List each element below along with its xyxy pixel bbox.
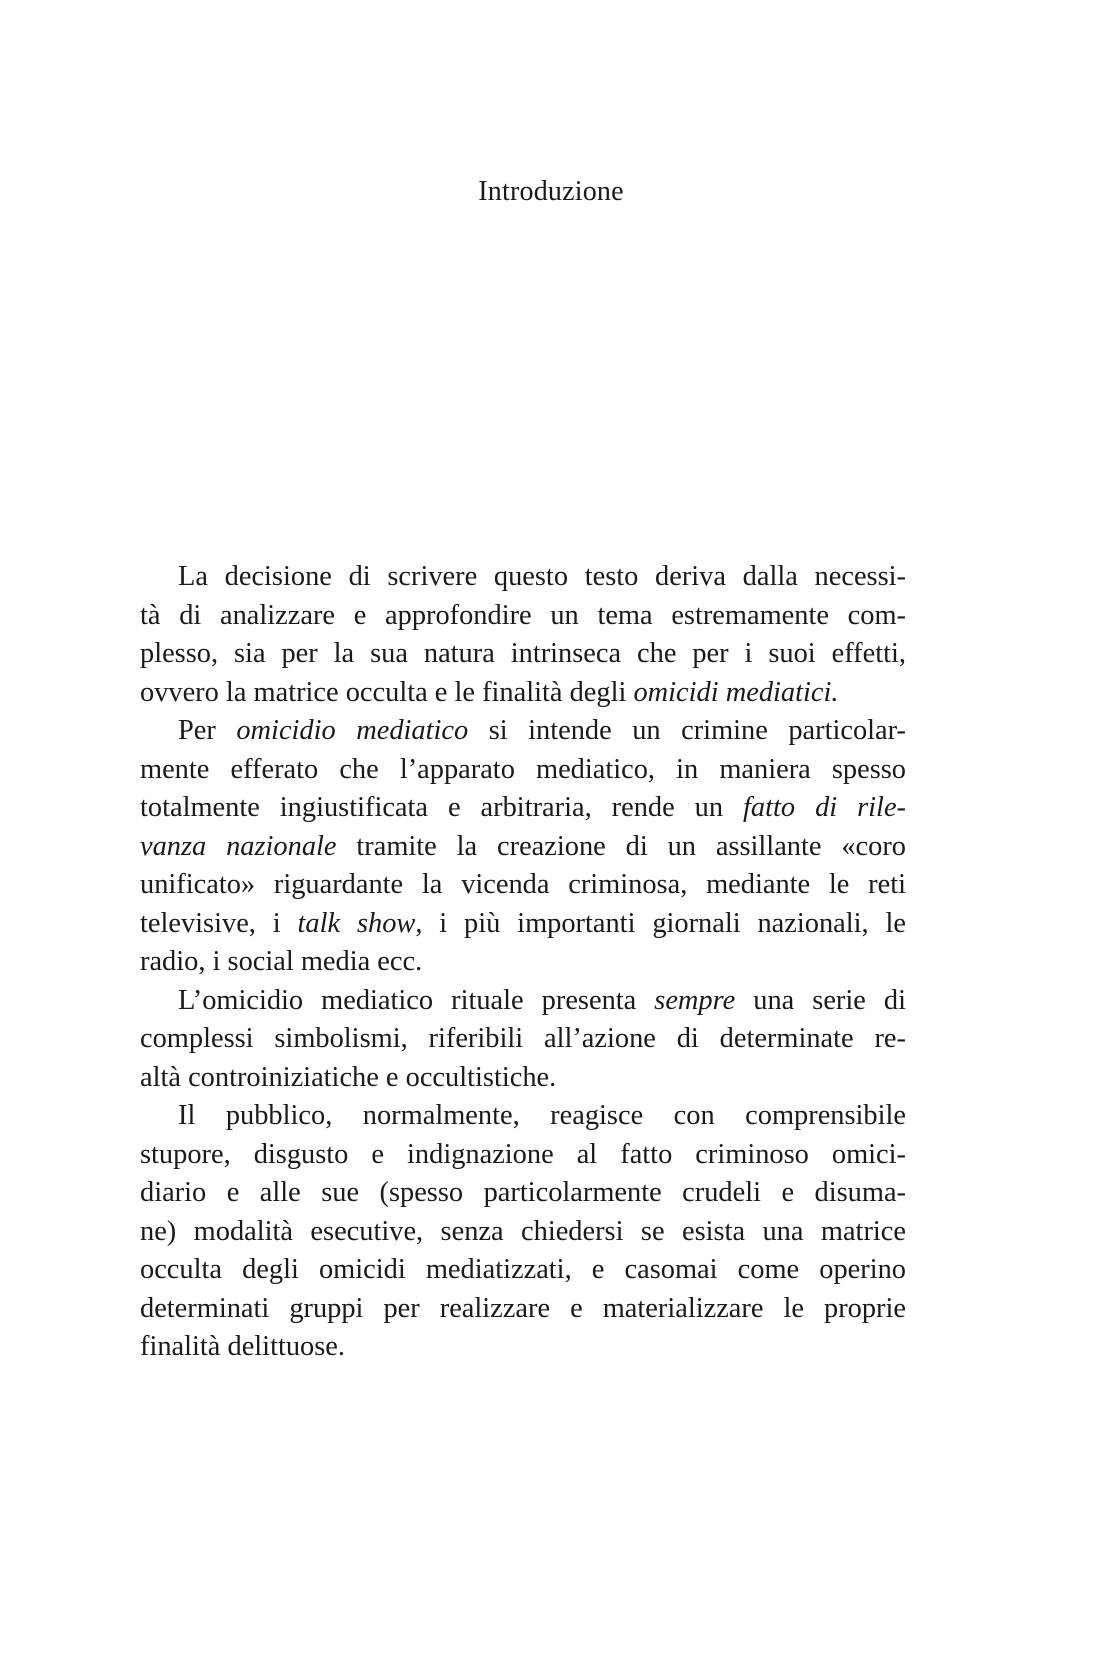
paragraph — [140, 1097, 906, 1367]
text-line — [140, 943, 906, 982]
text-line — [140, 1290, 906, 1329]
paragraph — [140, 712, 906, 982]
text-line — [140, 1213, 906, 1252]
text-segment: tramite la creazione di un assillante «coro — [336, 830, 906, 862]
text-segment: totalmente ingiustificata e arbitraria, rende un — [140, 792, 744, 823]
text-line — [140, 982, 906, 1021]
text-segment: televisive, i — [140, 907, 298, 939]
italic-text: fatto di rile- — [743, 792, 907, 823]
text-line — [140, 905, 906, 944]
text-line — [140, 712, 906, 751]
text-segment: La decisione di scrivere questo testo deriva dalla necessi- — [178, 561, 906, 592]
text-segment: L’omicidio mediatico rituale presenta — [178, 984, 655, 1016]
italic-text: talk show — [297, 907, 416, 939]
italic-text: omicidio mediatico — [236, 715, 469, 746]
text-segment: ovvero la matrice occulta e le finalità degli — [140, 676, 634, 708]
text-line — [140, 558, 906, 597]
text-line — [140, 1174, 906, 1213]
italic-text: vanza nazionale — [140, 830, 337, 862]
text-segment: si intende un crimine particolar- — [468, 715, 906, 746]
text-line — [140, 828, 906, 867]
text-line — [140, 751, 906, 790]
text-segment: radio, i social media ecc. — [140, 946, 423, 977]
text-line — [140, 674, 906, 713]
paragraph — [140, 982, 906, 1098]
text-segment: determinati gruppi per realizzare e materializzare le proprie — [140, 1292, 906, 1324]
text-segment: stupore, disgusto e indignazione al fatto criminoso omici- — [140, 1138, 906, 1170]
text-line — [140, 1097, 906, 1136]
text-line — [140, 1136, 906, 1175]
text-line — [140, 866, 906, 905]
text-segment: occulta degli omicidi mediatizzati, e casomai come operino — [140, 1254, 906, 1285]
body-text — [140, 558, 906, 1367]
text-line — [140, 1059, 906, 1098]
text-segment: ne) modalità esecutive, senza chiedersi se esista una matrice — [140, 1215, 906, 1247]
text-line — [140, 1328, 906, 1367]
text-line — [140, 789, 906, 828]
paragraph — [140, 558, 906, 712]
text-line — [140, 635, 906, 674]
text-segment: una serie di — [735, 984, 906, 1016]
text-segment: mente efferato che l’apparato mediatico, in maniera spesso — [140, 753, 906, 785]
text-segment: altà controiniziatiche e occultistiche. — [140, 1061, 557, 1093]
text-segment: Per — [178, 715, 237, 746]
chapter-title: Introduzione — [478, 176, 624, 207]
text-segment: Il pubblico, normalmente, reagisce con comprensibile — [178, 1100, 906, 1131]
text-segment: finalità delittuose. — [140, 1331, 345, 1362]
italic-text: sempre — [654, 984, 736, 1016]
italic-text: omicidi mediatici. — [633, 676, 839, 708]
text-segment: complessi simbolismi, riferibili all’azione di determinate re- — [140, 1023, 906, 1054]
text-segment: , i più importanti giornali nazionali, le — [415, 907, 906, 939]
text-line — [140, 1020, 906, 1059]
text-segment: plesso, sia per la sua natura intrinseca che per i suoi effetti, — [140, 638, 906, 669]
text-line — [140, 597, 906, 636]
text-line — [140, 1251, 906, 1290]
text-segment: diario e alle sue (spesso particolarmente crudeli e disuma- — [140, 1177, 906, 1208]
text-segment: tà di analizzare e approfondire un tema estremamente com- — [140, 599, 906, 631]
text-segment: unificato» riguardante la vicenda criminosa, mediante le reti — [140, 869, 906, 900]
